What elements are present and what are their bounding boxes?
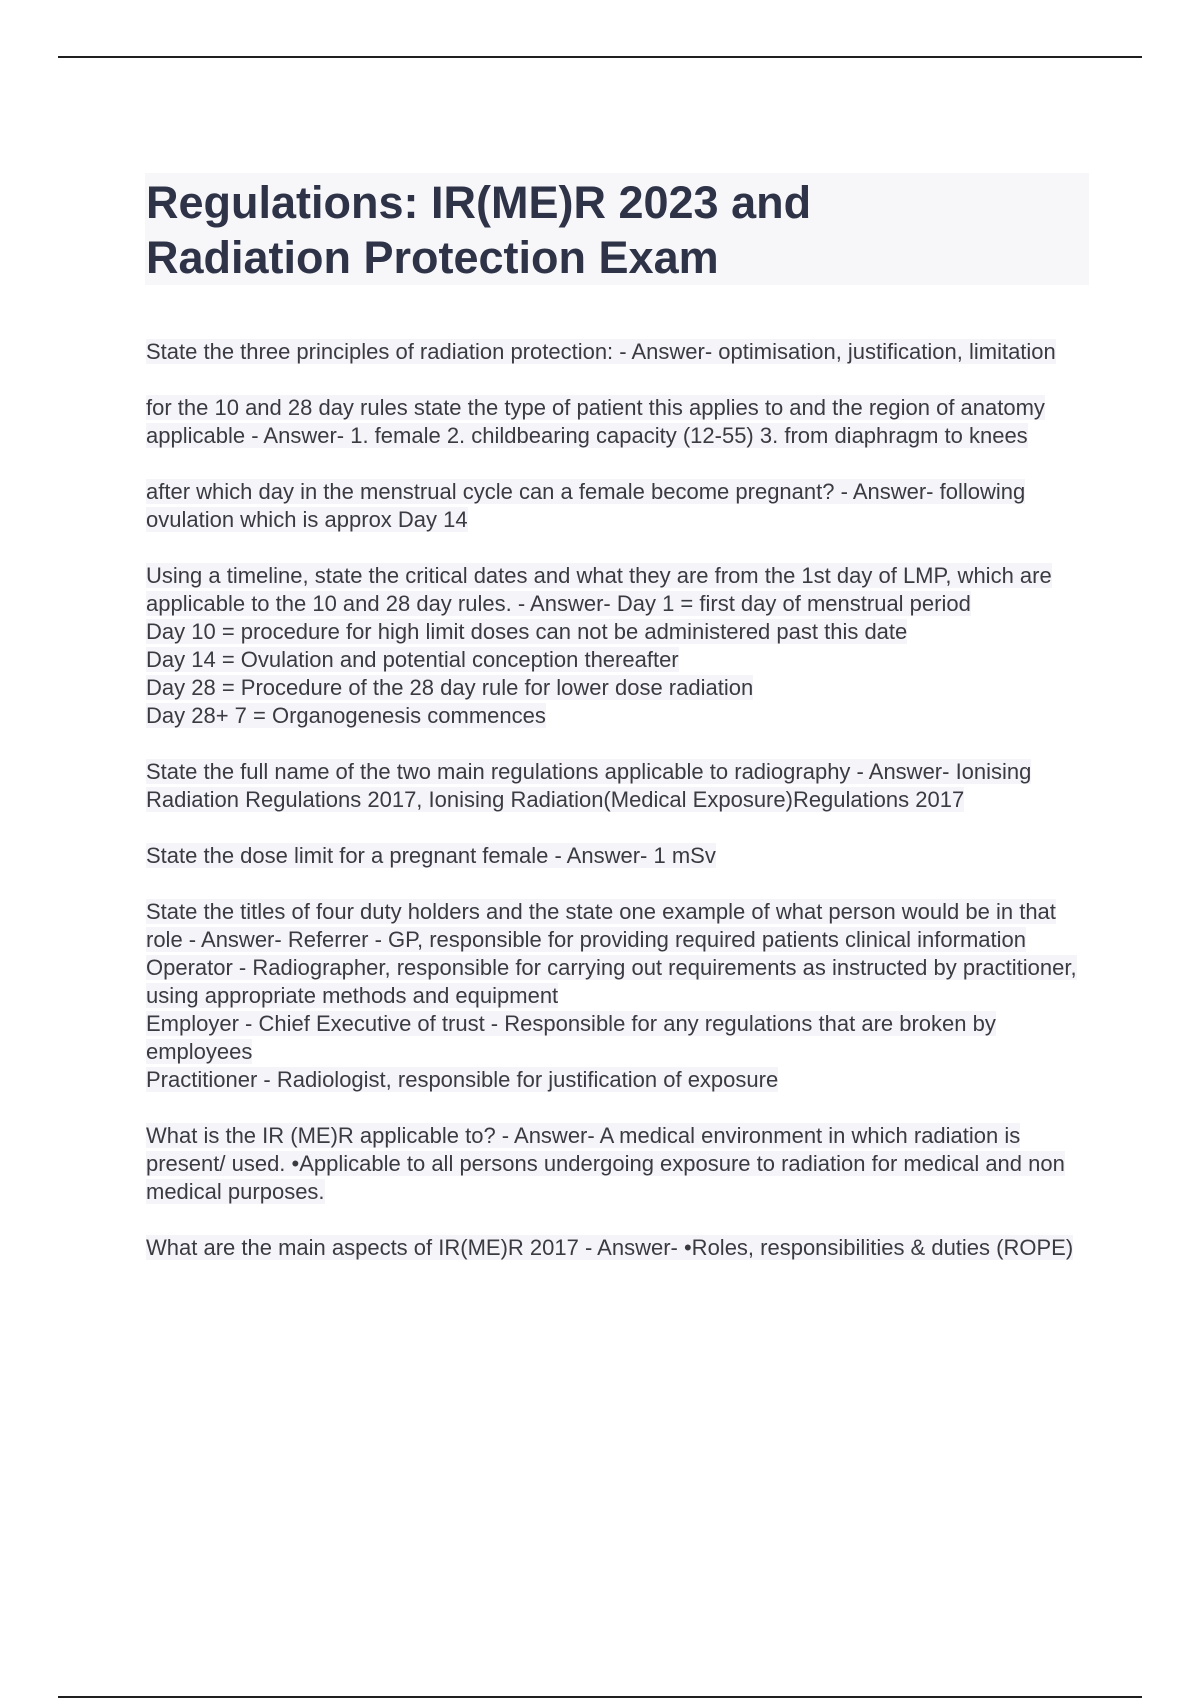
qa-text: Using a timeline, state the critical dates and what they are from the 1st day of LMP, which are applicable to the 10 and 28 day rules. - Answer- Day 1 = first day of menstrual period bbox=[146, 563, 1052, 616]
qa-line bbox=[146, 1010, 1092, 1066]
qa-text: What is the IR (ME)R applicable to? - Answer- A medical environment in which radiation is present/ used. •Applicable to all persons undergoing exposure to radiation for medical and non medical purposes. bbox=[146, 1123, 1065, 1204]
qa-text: Practitioner - Radiologist, responsible for justification of exposure bbox=[146, 1067, 779, 1092]
qa-entry bbox=[146, 394, 1092, 450]
qa-entry bbox=[146, 478, 1092, 534]
bottom-divider bbox=[58, 1696, 1142, 1698]
qa-text: Day 28 = Procedure of the 28 day rule for lower dose radiation bbox=[146, 675, 754, 700]
qa-line bbox=[146, 394, 1092, 450]
qa-entry bbox=[146, 898, 1092, 1094]
document-title-line-1: Regulations: IR(ME)R 2023 and bbox=[146, 177, 812, 228]
qa-text: State the full name of the two main regulations applicable to radiography - Answer- Ionising Radiation Regulations 2017, Ionising Radiation(Medical Exposure)Regulations 2017 bbox=[146, 759, 1032, 812]
qa-line bbox=[146, 618, 1092, 646]
qa-line bbox=[146, 702, 1092, 730]
qa-line bbox=[146, 758, 1092, 814]
qa-line bbox=[146, 478, 1092, 534]
qa-text: Day 28+ 7 = Organogenesis commences bbox=[146, 703, 546, 728]
qa-text: Day 10 = procedure for high limit doses can not be administered past this date bbox=[146, 619, 908, 644]
document-title bbox=[146, 175, 1046, 285]
qa-entry bbox=[146, 1122, 1092, 1206]
qa-text: Day 14 = Ovulation and potential conception thereafter bbox=[146, 647, 679, 672]
qa-text: State the three principles of radiation protection: - Answer- optimisation, justification, limitation bbox=[146, 339, 1056, 364]
qa-text: Operator - Radiographer, responsible for carrying out requirements as instructed by practitioner, using appropriate methods and equipment bbox=[146, 955, 1077, 1008]
qa-entry bbox=[146, 1234, 1092, 1262]
qa-entry bbox=[146, 562, 1092, 730]
top-divider bbox=[58, 56, 1142, 58]
qa-entry bbox=[146, 338, 1092, 366]
qa-line bbox=[146, 1066, 1092, 1094]
document-title-line-2: Radiation Protection Exam bbox=[146, 232, 719, 283]
qa-line bbox=[146, 842, 1092, 870]
qa-line bbox=[146, 954, 1092, 1010]
qa-line bbox=[146, 898, 1092, 954]
qa-line bbox=[146, 1122, 1092, 1206]
qa-list bbox=[146, 338, 1092, 1290]
qa-text: for the 10 and 28 day rules state the type of patient this applies to and the region of anatomy applicable - Answer- 1. female 2. childbearing capacity (12-55) 3. from diaphragm to knees bbox=[146, 395, 1045, 448]
qa-text: What are the main aspects of IR(ME)R 2017 - Answer- •Roles, responsibilities & duties (ROPE) bbox=[146, 1235, 1074, 1260]
qa-line bbox=[146, 562, 1092, 618]
qa-text: State the dose limit for a pregnant female - Answer- 1 mSv bbox=[146, 843, 716, 868]
qa-entry bbox=[146, 758, 1092, 814]
qa-line bbox=[146, 646, 1092, 674]
qa-entry bbox=[146, 842, 1092, 870]
qa-text: State the titles of four duty holders and the state one example of what person would be in that role - Answer- Referrer - GP, responsible for providing required patients clinical information bbox=[146, 899, 1056, 952]
qa-text: after which day in the menstrual cycle can a female become pregnant? - Answer- following ovulation which is approx Day 14 bbox=[146, 479, 1026, 532]
qa-text: Employer - Chief Executive of trust - Responsible for any regulations that are broken by employees bbox=[146, 1011, 996, 1064]
qa-line bbox=[146, 1234, 1092, 1262]
qa-line bbox=[146, 338, 1092, 366]
qa-line bbox=[146, 674, 1092, 702]
